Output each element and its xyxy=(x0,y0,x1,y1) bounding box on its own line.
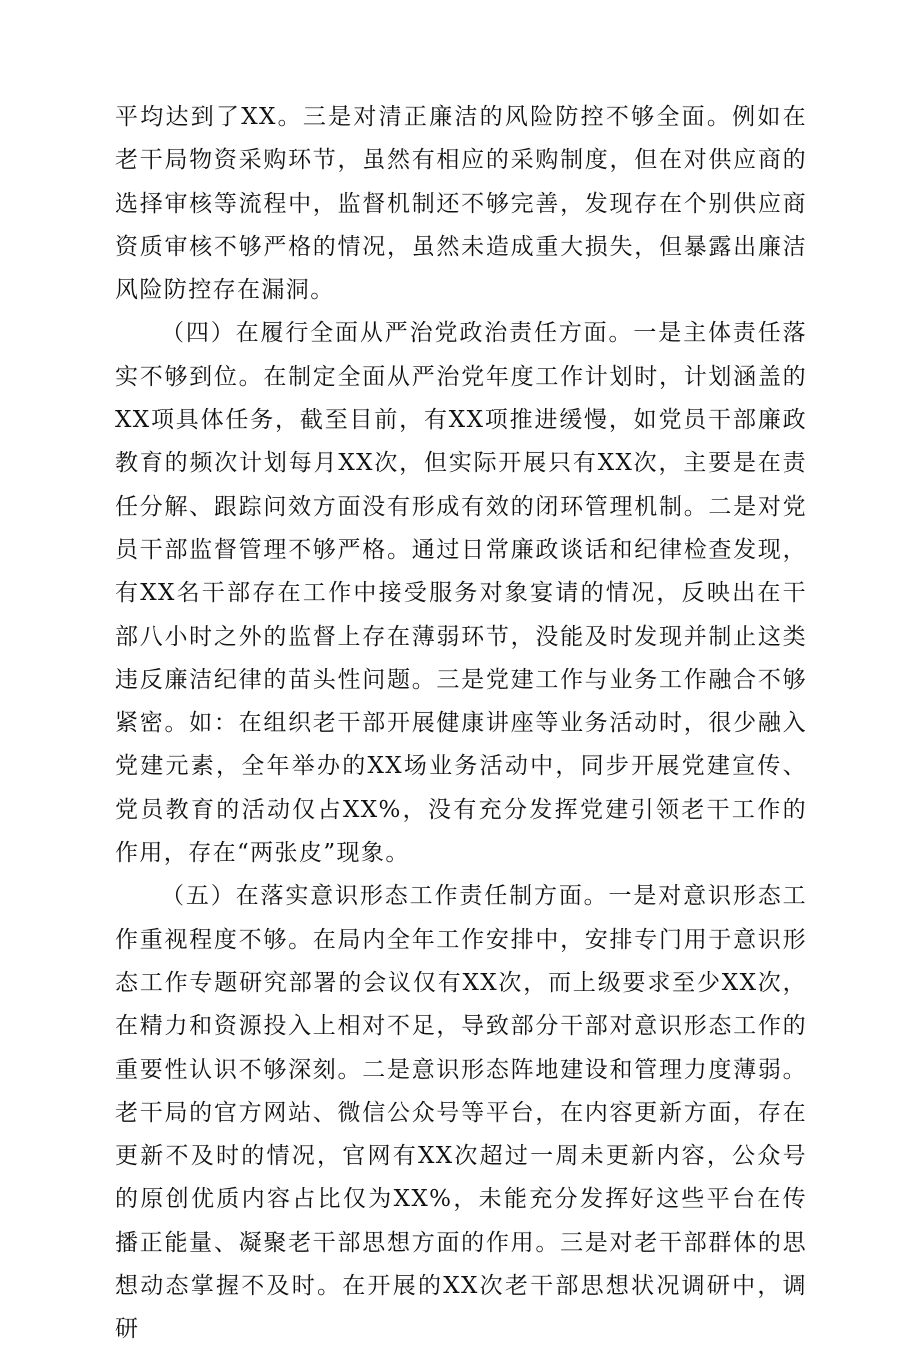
paragraph-section-5: （五）在落实意识形态工作责任制方面。一是对意识形态工作重视程度不够。在局内全年工作安排中，安排专门用于意识形态工作专题研究部署的会议仅有XX次，而上级要求至少XX次，在精力和资源投入上相对不足，导致部分干部对意识形态工作的重要性认识不够深刻。二是意识形态阵地建设和管理力度薄弱。老干局的官方网站、微信公众号等平台，在内容更新方面，存在更新不及时的情况，官网有XX次超过一周未更新内容，公众号的原创优质内容占比仅为XX%，未能充分发挥好这些平台在传播正能量、凝聚老干部思想方面的作用。三是对老干部群体的思想动态掌握不及时。在开展的XX次老干部思想状况调研中，调研 xyxy=(115,883,807,1343)
document-body xyxy=(115,96,807,1352)
paragraph-continuation: 平均达到了XX。三是对清正廉洁的风险防控不够全面。例如在老干局物资采购环节，虽然有相应的采购制度，但在对供应商的选择审核等流程中，监督机制还不够完善，发现存在个别供应商资质审核不够严格的情况，虽然未造成重大损失，但暴露出廉洁风险防控存在漏洞。 xyxy=(115,104,807,304)
paragraph-section-4: （四）在履行全面从严治党政治责任方面。一是主体责任落实不够到位。在制定全面从严治党年度工作计划时，计划涵盖的XX项具体任务，截至目前，有XX项推进缓慢，如党员干部廉政教育的频次计划每月XX次，但实际开展只有XX次，主要是在责任分解、跟踪问效方面没有形成有效的闭环管理机制。二是对党员干部监督管理不够严格。通过日常廉政谈话和纪律检查发现，有XX名干部存在工作中接受服务对象宴请的情况，反映出在干部八小时之外的监督上存在薄弱环节，没能及时发现并制止这类违反廉洁纪律的苗头性问题。三是党建工作与业务工作融合不够紧密。如：在组织老干部开展健康讲座等业务活动时，很少融入党建元素，全年举办的XX场业务活动中，同步开展党建宣传、党员教育的活动仅占XX%，没有充分发挥党建引领老干工作的作用，存在“两张皮”现象。 xyxy=(115,320,807,867)
